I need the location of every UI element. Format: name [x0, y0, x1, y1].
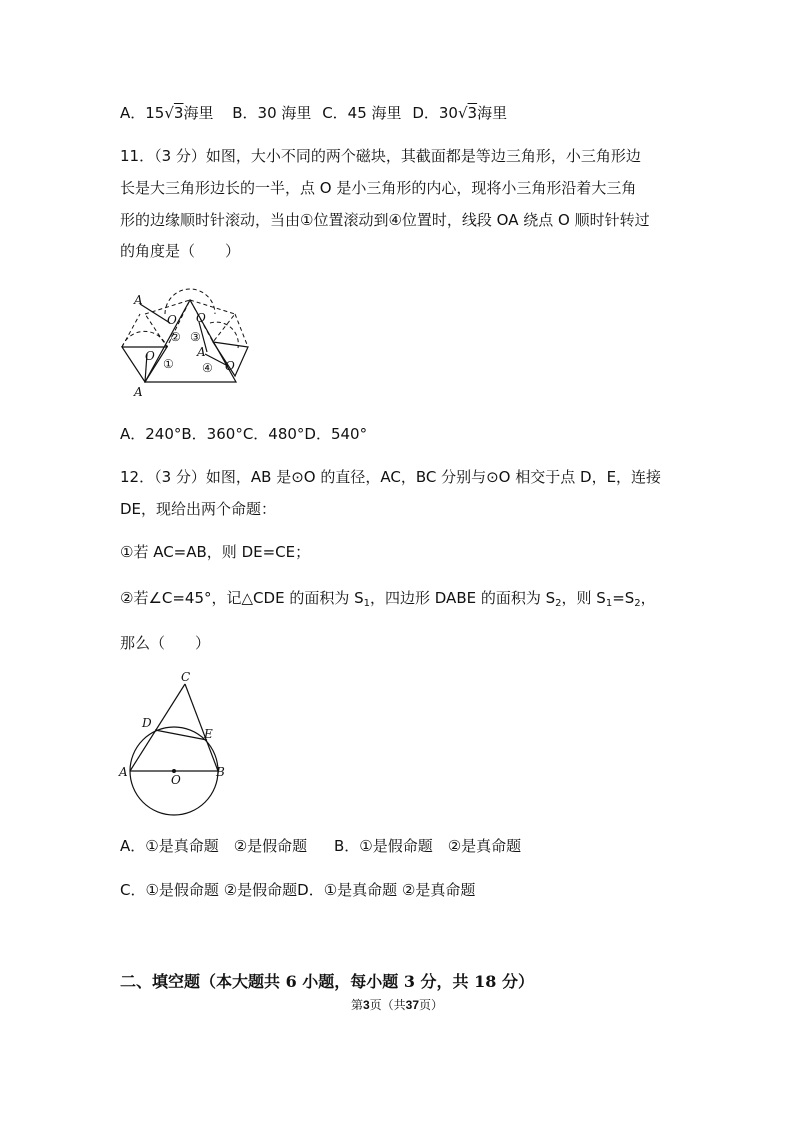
q11-arc-2: [165, 289, 215, 314]
q12-options-row-2: [120, 880, 475, 900]
footer-suffix: 页）: [419, 998, 444, 1012]
q10-options: [120, 103, 507, 123]
q12-prop2-text-2: ，四边形 DABE 的面积为 S: [370, 589, 556, 607]
q12-options-row-1: [120, 836, 521, 856]
q12-option-b: B．①是假命题 ②是真命题: [333, 837, 522, 855]
q12-prop2-text-1: ②若∠C=45°，记△CDE 的面积为 S: [120, 589, 364, 607]
q11-label-a-bottom: A: [134, 385, 143, 399]
q10-option-d: D．30√3海里: [412, 104, 508, 122]
q12-prop2-text-3: ，则 S: [561, 589, 606, 607]
q12-prop2-text-4: =S: [612, 589, 635, 607]
q12-option-c: C．①是假命题 ②是假命题: [120, 881, 298, 899]
footer-page-number: 3: [362, 998, 370, 1012]
q12-label-c: C: [181, 670, 191, 684]
q12-stem-line-2: DE，现给出两个命题：: [120, 500, 277, 518]
q11-stem-line-2: 长是大三角形边长的一半，点 O 是小三角形的内心，现将小三角形沿着大三角: [120, 179, 637, 197]
q11-label-position-1: ①: [163, 357, 174, 371]
q10-option-d-unit: 海里: [477, 104, 508, 122]
q11-options: A．240°B．360°C．480°D．540°: [120, 425, 368, 443]
q12-label-e: E: [204, 727, 213, 741]
q10-option-b: B．30 海里: [232, 104, 312, 122]
q12-segment-bc: [185, 684, 218, 771]
q12-figure: [110, 664, 240, 824]
q11-dashed-edge-right: [235, 314, 248, 347]
footer-mid: 页（共: [369, 998, 406, 1012]
q10-option-a-number: 15: [145, 104, 165, 122]
q12-prop2-sub-1: 1: [363, 598, 370, 609]
q11-stem-line-3: 形的边缘顺时针滚动，当由①位置滚动到④位置时，线段 OA 绕点 O 顺时针转过: [120, 211, 650, 229]
section-title-fill-in-blank: 二、填空题（本大题共 6 小题，每小题 3 分，共 18 分）: [120, 972, 534, 991]
q10-option-d-root: 3: [467, 104, 478, 122]
q12-label-a: A: [119, 765, 128, 779]
q12-proposition-1: ①若 AC=AB，则 DE=CE；: [120, 543, 311, 561]
q11-figure: [110, 278, 270, 403]
q10-option-a-label: A．: [120, 104, 146, 122]
q12-proposition-2: [120, 588, 656, 608]
q11-dashed-edge-left: [122, 314, 140, 347]
q12-label-b: B: [216, 765, 225, 779]
q11-stem-line-4: 的角度是（ ）: [120, 242, 241, 260]
q12-option-a: A．①是真命题 ②是假命题: [120, 837, 308, 855]
q10-option-a: A．15√3海里: [120, 104, 214, 122]
q10-option-d-number: 30: [438, 104, 458, 122]
q10-option-a-unit: 海里: [183, 104, 214, 122]
footer-total-pages: 37: [405, 998, 420, 1012]
q12-then-line: 那么（ ）: [120, 634, 211, 652]
q11-label-position-3: ③: [190, 330, 201, 344]
q11-label-o-2: O: [167, 313, 177, 327]
q12-prop2-sub-2: 2: [555, 598, 562, 609]
q12-label-d: D: [142, 716, 152, 730]
q10-option-a-root: 3: [173, 104, 184, 122]
footer-prefix: 第: [350, 998, 363, 1012]
q11-label-a-top: A: [134, 293, 143, 307]
q11-label-position-4: ④: [202, 361, 213, 375]
q12-prop2-sub-4: 2: [634, 598, 641, 609]
q12-option-d: D．①是真命题 ②是真命题: [297, 881, 476, 899]
q11-label-position-2: ②: [170, 330, 181, 344]
q12-prop2-sub-3: 1: [605, 598, 613, 609]
q11-label-o-4: O: [225, 359, 235, 373]
q10-option-c: C．45 海里: [322, 104, 402, 122]
q12-stem-line-1: 12．（3 分）如图，AB 是⊙O 的直径，AC，BC 分别与⊙O 相交于点 D，E，连接: [120, 468, 662, 486]
q11-stem-line-1: 11．（3 分）如图，大小不同的两个磁块，其截面都是等边三角形，小三角形边: [120, 147, 641, 165]
q12-prop2-text-5: ，: [640, 589, 656, 607]
page-footer: [0, 996, 794, 1013]
q10-option-d-label: D．: [412, 104, 439, 122]
q12-label-o: O: [171, 773, 181, 787]
q11-label-o-1: O: [145, 349, 155, 363]
q11-label-o-3: O: [196, 311, 206, 325]
q11-label-a-right: A: [197, 345, 206, 359]
